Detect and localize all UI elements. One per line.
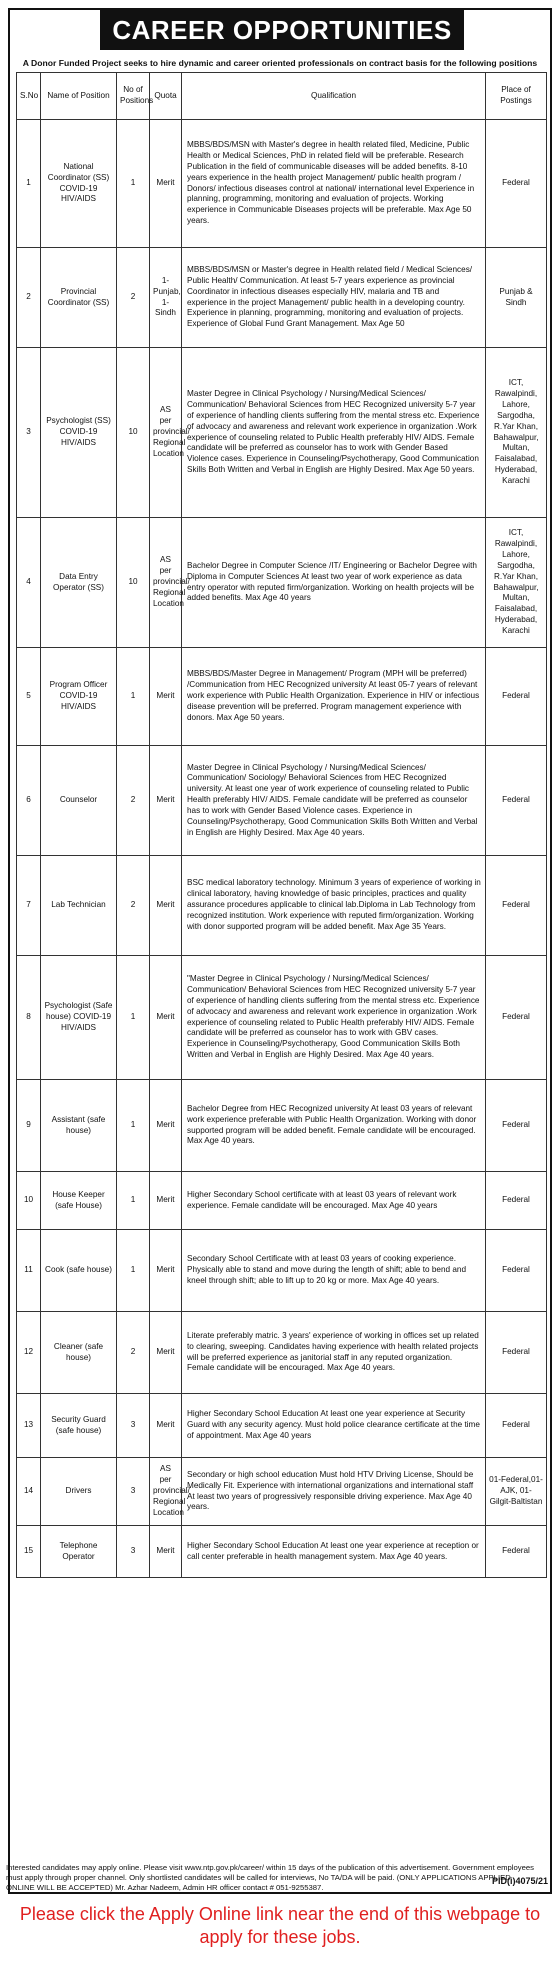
table-row — [17, 518, 547, 648]
cell-quota: Merit — [150, 1526, 182, 1578]
cell-place: Federal — [486, 1080, 547, 1172]
positions-table — [16, 72, 547, 1578]
cell-quota: Merit — [150, 1172, 182, 1230]
cell-qualification: MBBS/BDS/MSN or Master's degree in Health related field / Medical Sciences/ Public Health/ Communication. At least 5-7 years experience as provincial Coordinator in infectious diseases especially HIV, malaria and TB and experience in the project Management/ public health in a developing country. Experience in planning, programming, monitoring and evaluation of projects. Experience of Global Fund Grant Management. Max Age 50 — [182, 248, 486, 348]
cell-qualification: Literate preferably matric. 3 years' experience of working in offices set up related to clearing, sweeping. Candidates having experience with health related projects will be preferred experience as janitorial staff in any reputed organization. Female candidate will be encouraged. Max Age 40 years. — [182, 1312, 486, 1394]
table-row — [17, 1230, 547, 1312]
table-row — [17, 1526, 547, 1578]
cell-name: Lab Technician — [41, 856, 117, 956]
cell-place: ICT, Rawalpindi, Lahore, Sargodha, R.Yar Khan, Bahawalpur, Multan, Faisalabad, Hyderabad, Karachi — [486, 518, 547, 648]
cell-qualification: Master Degree in Clinical Psychology / Nursing/Medical Sciences/ Communication/ Behavioral Sciences from HEC Recognized university 5-7 year of experience of handling clients suffering from the mental stress etc. Experience of advocacy and awareness and relevant work experience in organization .Work experience of counseling related to Public Health preferably HIV/ AIDS. Female candidate will be preferred as counselor has to work with Gender Based Violence cases. Experience in Counseling/Psychotherapy, Good Communication Skills Both Written and Verbal in English are Highly Desired. Max Age 50 years. — [182, 348, 486, 518]
cell-quota: Merit — [150, 1312, 182, 1394]
cell-quota: Merit — [150, 1230, 182, 1312]
cell-name: Provincial Coordinator (SS) — [41, 248, 117, 348]
cell-place: Federal — [486, 1526, 547, 1578]
table-row — [17, 1172, 547, 1230]
table-row — [17, 746, 547, 856]
cell-name: Psychologist (Safe house) COVID-19 HIV/AIDS — [41, 956, 117, 1080]
table-row — [17, 248, 547, 348]
cell-quota: AS per provincial/ Regional Location — [150, 518, 182, 648]
cell-quota: Merit — [150, 1080, 182, 1172]
cell-sno: 12 — [17, 1312, 41, 1394]
table-row — [17, 856, 547, 956]
pid-code: PID(i)4075/21 — [491, 1876, 548, 1886]
header-quota: Quota — [150, 73, 182, 120]
intro-text: A Donor Funded Project seeks to hire dynamic and career oriented professionals on contract basis for the following positions — [22, 58, 538, 68]
cell-quota: Merit — [150, 120, 182, 248]
cell-positions: 1 — [117, 1172, 150, 1230]
cell-qualification: BSC medical laboratory technology. Minimum 3 years of experience of working in clinical laboratory, having knowledge of basic principles, practices and quality assurance procedures applicable to clinical lab.Diploma in Lab Technology from recognized institution. Work experience with reputed firm/organization. Working with donor supported program will be added benefit. Max Age 35 Years. — [182, 856, 486, 956]
header-qualification: Qualification — [182, 73, 486, 120]
cell-quota: Merit — [150, 856, 182, 956]
header-place: Place of Postings — [486, 73, 547, 120]
cell-place: Federal — [486, 856, 547, 956]
cell-qualification: Higher Secondary School Education At least one year experience at Security Guard with any security agency. Must hold police clearance certificate at the time of appointment. Max Age 40 years — [182, 1394, 486, 1458]
cell-place: Federal — [486, 648, 547, 746]
cell-sno: 14 — [17, 1458, 41, 1526]
table-header-row — [17, 73, 547, 120]
cell-positions: 3 — [117, 1526, 150, 1578]
cell-place: Federal — [486, 1394, 547, 1458]
cell-positions: 10 — [117, 518, 150, 648]
cell-sno: 15 — [17, 1526, 41, 1578]
cell-name: Program Officer COVID-19 HIV/AIDS — [41, 648, 117, 746]
cell-quota: Merit — [150, 1394, 182, 1458]
cell-name: Psychologist (SS) COVID-19 HIV/AIDS — [41, 348, 117, 518]
table-row — [17, 1394, 547, 1458]
cell-name: Counselor — [41, 746, 117, 856]
cell-sno: 8 — [17, 956, 41, 1080]
cell-name: Cook (safe house) — [41, 1230, 117, 1312]
cell-positions: 10 — [117, 348, 150, 518]
cell-sno: 9 — [17, 1080, 41, 1172]
table-row — [17, 956, 547, 1080]
cell-qualification: "Master Degree in Clinical Psychology / Nursing/Medical Sciences/ Communication/ Behavioral Sciences from HEC Recognized university 5-7 year of experience of handling clients suffering from the mental stress etc. Experience of advocacy and awareness and relevant work experience in organization .Work experience of counseling related to Public Health preferably HIV/ AIDS. Female candidate will be preferred as counselor has to work with GBV cases. Experience in Counseling/Psychotherapy, Good Communication Skills Both Written and Verbal in English are Highly Desired. Max Age 40 years. — [182, 956, 486, 1080]
page-title: CAREER OPPORTUNITIES — [100, 10, 464, 50]
cell-positions: 1 — [117, 120, 150, 248]
cell-name: National Coordinator (SS) COVID-19 HIV/AIDS — [41, 120, 117, 248]
cell-sno: 4 — [17, 518, 41, 648]
header-sno: S.No — [17, 73, 41, 120]
cell-sno: 11 — [17, 1230, 41, 1312]
cell-qualification: Master Degree in Clinical Psychology / Nursing/Medical Sciences/ Communication/ Sociology/ Behavioral Sciences from HEC Recognized university. At least one year of work experience of counseling related to Public Health preferably HIV/ AIDS. Female candidate will be preferred as counselor has to work with Gender Based Violence cases. Experience in Counseling/Psychotherapy, Good Communication Skills Both Written and Verbal in English are Highly Desired. Max Age 40 years. — [182, 746, 486, 856]
table-row — [17, 120, 547, 248]
cell-name: Assistant (safe house) — [41, 1080, 117, 1172]
cell-quota: AS per provincial/ Regional Location — [150, 348, 182, 518]
cell-positions: 2 — [117, 248, 150, 348]
cell-positions: 3 — [117, 1458, 150, 1526]
cell-positions: 2 — [117, 746, 150, 856]
cell-positions: 1 — [117, 956, 150, 1080]
cell-quota: AS per provincial/ Regional Location — [150, 1458, 182, 1526]
cell-place: Federal — [486, 120, 547, 248]
cell-sno: 5 — [17, 648, 41, 746]
header-name: Name of Position — [41, 73, 117, 120]
apply-online-note: Please click the Apply Online link near the end of this webpage to apply for these jobs. — [19, 1904, 541, 1948]
cell-place: Federal — [486, 1230, 547, 1312]
cell-sno: 10 — [17, 1172, 41, 1230]
table-row — [17, 648, 547, 746]
cell-positions: 1 — [117, 1230, 150, 1312]
table-row — [17, 348, 547, 518]
cell-name: Drivers — [41, 1458, 117, 1526]
cell-positions: 2 — [117, 1312, 150, 1394]
cell-place: Federal — [486, 746, 547, 856]
advertisement — [8, 8, 552, 1894]
cell-quota: Merit — [150, 746, 182, 856]
cell-qualification: Secondary School Certificate with at least 03 years of cooking experience. Physically able to stand and move during the length of shift; able to bend and kneel through shift; able to lift up to 20 kg or more. Max Age 40 years. — [182, 1230, 486, 1312]
cell-sno: 2 — [17, 248, 41, 348]
cell-qualification: Higher Secondary School Education At least one year experience at reception or call center preferable in health management system. Max Age 40 years. — [182, 1526, 486, 1578]
table-row — [17, 1458, 547, 1526]
cell-name: Security Guard (safe house) — [41, 1394, 117, 1458]
cell-quota: Merit — [150, 956, 182, 1080]
cell-qualification: Higher Secondary School certificate with at least 03 years of relevant work experience. Female candidate will be encouraged. Max Age 40 years — [182, 1172, 486, 1230]
cell-qualification: MBBS/BDS/MSN with Master's degree in health related filed, Medicine, Public Health or Medical Sciences, PhD in related field will be preferable. Research Publication in the field of communicable diseases will be added benefits. 8-10 years experience in the health project Management/ public health program / Donors/ infectious diseases control at national/ international level Experience in planning, programming, monitoring and evaluation of projects. Working experience in Communicable Diseases projects will be preferable. Max Age 50 years. — [182, 120, 486, 248]
cell-qualification: Bachelor Degree in Computer Science /IT/ Engineering or Bachelor Degree with Diploma in Computer Sciences At least two year of work experience as data entry operator with reputed firm/organization. Working on health projects will be added benefits. Max Age 40 years — [182, 518, 486, 648]
cell-quota: 1-Punjab, 1-Sindh — [150, 248, 182, 348]
cell-place: Federal — [486, 956, 547, 1080]
cell-sno: 13 — [17, 1394, 41, 1458]
cell-place: 01-Federal,01-AJK, 01- Gilgit-Baltistan — [486, 1458, 547, 1526]
cell-name: Cleaner (safe house) — [41, 1312, 117, 1394]
cell-place: Punjab & Sindh — [486, 248, 547, 348]
cell-sno: 7 — [17, 856, 41, 956]
cell-positions: 1 — [117, 1080, 150, 1172]
cell-sno: 3 — [17, 348, 41, 518]
cell-positions: 3 — [117, 1394, 150, 1458]
cell-qualification: Bachelor Degree from HEC Recognized university At least 03 years of relevant work experience preferable with Public Health Organization. Working with donor supported program will be added benefit. Female candidate will be encouraged. Max Age 40 years. — [182, 1080, 486, 1172]
cell-qualification: Secondary or high school education Must hold HTV Driving License, Should be Medically Fit. Experience with international organizations and international staff At least two years of progressively responsible driving experience. Max Age 40 years. — [182, 1458, 486, 1526]
cell-place: Federal — [486, 1172, 547, 1230]
cell-qualification: MBBS/BDS/Master Degree in Management/ Program (MPH will be preferred) /Communication from HEC Recognized university At least 05-7 years of relevant work experience with Public Health Organization. Experience in HIV or infectious disease prevention will be preferred. Program management experience with donors. Max Age 50 years. — [182, 648, 486, 746]
cell-name: House Keeper (safe House) — [41, 1172, 117, 1230]
table-row — [17, 1312, 547, 1394]
cell-quota: Merit — [150, 648, 182, 746]
footer-instructions: Interested candidates may apply online. Please visit www.ntp.gov.pk/career/ within 15 days of the publication of this advertisement. Government employees must apply through proper channel. Only shortlisted candidates will be called for interviews, No TA/DA will be paid. (ONLY APPLICATIONS APPLIED ONLINE WILL BE ACCEPTED) Mr. Azhar Nadeem, Admin HR officer contact # 051-9255387. — [6, 1863, 535, 1892]
table-row — [17, 1080, 547, 1172]
cell-name: Telephone Operator — [41, 1526, 117, 1578]
cell-name: Data Entry Operator (SS) — [41, 518, 117, 648]
cell-positions: 1 — [117, 648, 150, 746]
header-positions: No of Positions — [117, 73, 150, 120]
cell-positions: 2 — [117, 856, 150, 956]
cell-sno: 1 — [17, 120, 41, 248]
cell-sno: 6 — [17, 746, 41, 856]
cell-place: ICT, Rawalpindi, Lahore, Sargodha, R.Yar Khan, Bahawalpur, Multan, Faisalabad, Hyderabad, Karachi — [486, 348, 547, 518]
cell-place: Federal — [486, 1312, 547, 1394]
